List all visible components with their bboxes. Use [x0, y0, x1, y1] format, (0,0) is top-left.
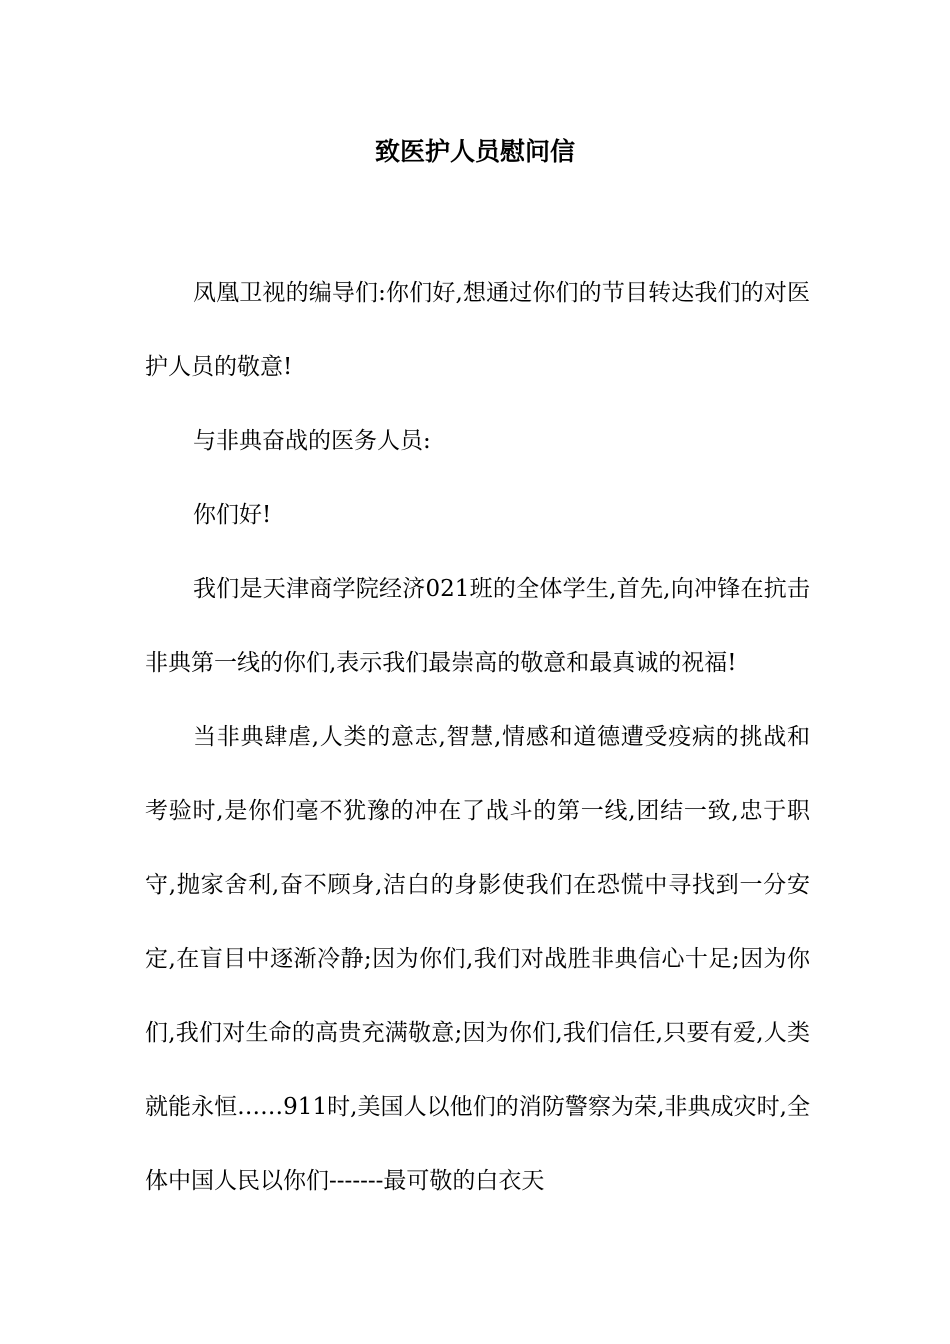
paragraph-salutation: 与非典奋战的医务人员: — [193, 428, 431, 454]
paragraph-greeting-editors: 凤凰卫视的编导们:你们好,想通过你们的节目转达我们的对医护人员的敬意! — [145, 280, 810, 380]
letter-title: 致医护人员慰问信 — [374, 137, 575, 166]
paragraph-main: 当非典肆虐,人类的意志,智慧,情感和道德遭受疫病的挑战和考验时,是你们毫不犹豫的冲在了战斗的第一线,团结一致,忠于职守,抛家舍利,奋不顾身,洁白的身影使我们在恐慌中寻找到一分安定,在盲目中逐渐冷静;因为你们,我们对战胜非典信心十足;因为你们,我们对生命的高贵充满敬意;因为你们,我们信任,只要有爱,人类就能永恒……911时,美国人以他们的消防警察为荣,非典成灾时,全体中国人民以你们-------最可敬的白衣天 — [145, 724, 810, 1194]
paragraph-hello: 你们好! — [193, 502, 272, 528]
paragraph-introduction: 我们是天津商学院经济021班的全体学生,首先,向冲锋在抗击非典第一线的你们,表示我们最崇高的敬意和最真诚的祝福! — [145, 576, 810, 676]
letter-body — [145, 256, 810, 1218]
